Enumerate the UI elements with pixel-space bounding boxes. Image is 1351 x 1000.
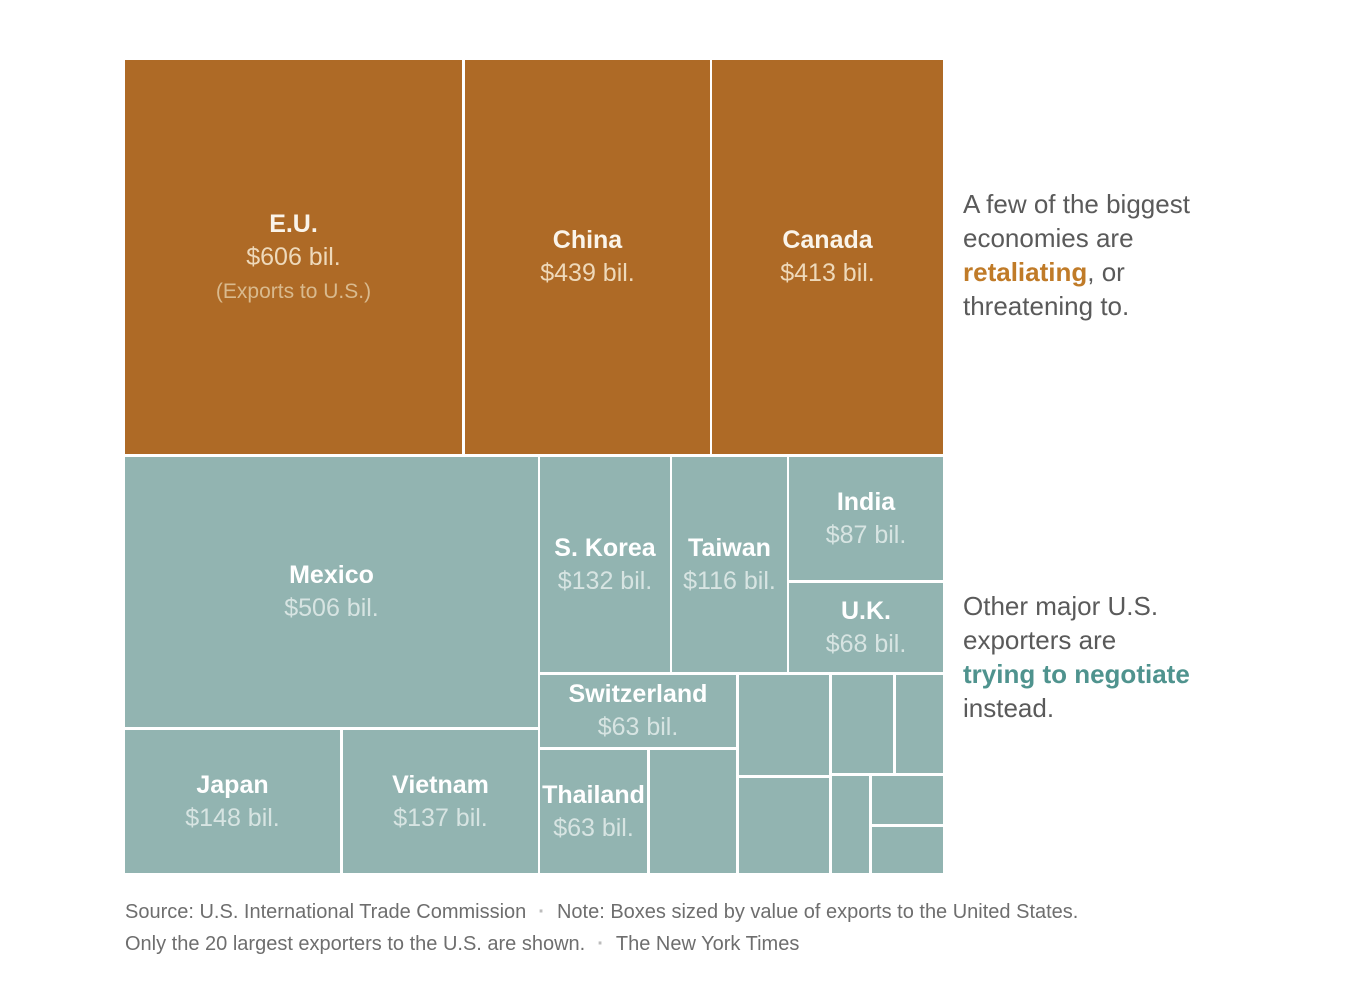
footer-line-credit	[125, 928, 1255, 960]
dot-separator: ·	[538, 901, 545, 923]
source-note-footer	[125, 896, 1255, 960]
annotation-line	[963, 187, 1231, 221]
treemap-cell-unlabeled	[872, 776, 943, 824]
footer-text: Source: U.S. International Trade Commission	[125, 901, 527, 923]
cell-value-label: $137 bil.	[393, 803, 488, 832]
treemap-cell-unlabeled	[872, 827, 943, 873]
cell-country-label: Switzerland	[568, 680, 708, 708]
cell-country-label: Mexico	[289, 561, 374, 589]
treemap-cell-india	[789, 457, 943, 580]
treemap-cell-unlabeled	[896, 675, 943, 773]
annotation-negotiating	[963, 589, 1231, 725]
treemap-cell-thailand	[540, 750, 647, 873]
annotation-text: Other major U.S.	[963, 591, 1159, 621]
annotation-text: instead.	[963, 693, 1055, 723]
cell-value-label: $413 bil.	[780, 259, 875, 287]
cell-value-label: $63 bil.	[553, 813, 634, 842]
treemap-cell-u-k	[789, 583, 943, 672]
treemap-cell-china	[465, 60, 710, 454]
cell-value-label: $63 bil.	[597, 713, 679, 741]
treemap-cell-e-u	[125, 60, 462, 454]
annotation-accent-text: retaliating	[963, 257, 1088, 287]
cell-value-label: $116 bil.	[683, 566, 776, 595]
dot-separator: ·	[597, 933, 604, 955]
treemap-cell-unlabeled	[650, 750, 736, 873]
annotation-line	[963, 255, 1231, 289]
treemap-cell-s-korea	[540, 457, 670, 672]
treemap-cell-canada	[712, 60, 943, 454]
cell-value-label: $132 bil.	[557, 566, 653, 595]
treemap-cell-switzerland	[540, 675, 736, 747]
cell-value-label: $87 bil.	[825, 520, 907, 549]
annotation-line	[963, 691, 1231, 725]
footer-text: Note: Boxes sized by value of exports to the United States.	[556, 901, 1079, 923]
cell-note-label: (Exports to U.S.)	[215, 280, 372, 303]
treemap-cell-taiwan	[672, 457, 787, 672]
annotation-line	[963, 623, 1231, 657]
cell-value-label: $506 bil.	[284, 594, 379, 622]
treemap-cell-japan	[125, 730, 340, 873]
annotation-line	[963, 589, 1231, 623]
annotation-line	[963, 657, 1231, 691]
cell-country-label: China	[552, 226, 623, 254]
treemap-cell-unlabeled	[739, 675, 829, 775]
cell-country-label: Thailand	[542, 780, 645, 809]
treemap-cell-unlabeled	[832, 776, 869, 873]
cell-country-label: E.U.	[269, 210, 318, 238]
annotation-text: economies are	[963, 223, 1134, 253]
annotation-accent-text: trying to negotiate	[963, 659, 1190, 689]
cell-country-label: S. Korea	[554, 533, 656, 562]
cell-value-label: $606 bil.	[246, 243, 341, 271]
cell-country-label: Taiwan	[688, 533, 771, 562]
annotation-text: threatening to.	[963, 291, 1130, 321]
cell-country-label: India	[836, 487, 896, 516]
treemap-cell-vietnam	[343, 730, 538, 873]
cell-value-label: $68 bil.	[825, 629, 907, 658]
cell-country-label: U.K.	[841, 596, 891, 625]
annotation-text: A few of the biggest	[963, 189, 1190, 219]
annotation-line	[963, 289, 1231, 323]
cell-country-label: Japan	[196, 770, 269, 799]
annotation-line	[963, 221, 1231, 255]
treemap-cell-unlabeled	[739, 778, 829, 873]
annotation-text: exporters are	[963, 625, 1117, 655]
annotation-text: , or	[1087, 257, 1125, 287]
cell-country-label: Vietnam	[392, 770, 489, 799]
annotation-retaliating	[963, 187, 1231, 323]
treemap-cell-mexico	[125, 457, 538, 727]
cell-value-label: $148 bil.	[185, 803, 280, 832]
treemap-cell-unlabeled	[832, 675, 893, 773]
cell-country-label: Canada	[782, 226, 873, 254]
cell-value-label: $439 bil.	[540, 259, 635, 287]
footer-text: The New York Times	[615, 933, 800, 955]
footer-line-source-note	[125, 896, 1255, 928]
treemap-chart	[125, 60, 943, 873]
footer-text: Only the 20 largest exporters to the U.S. are shown.	[125, 933, 586, 955]
